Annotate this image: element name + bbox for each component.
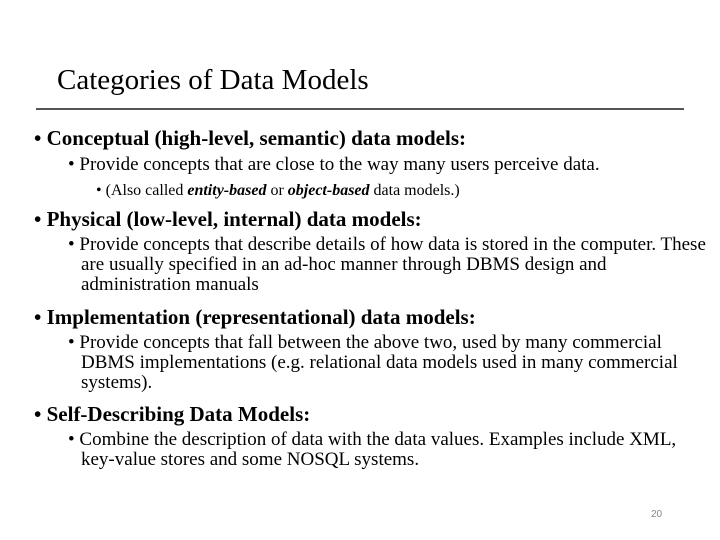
slide-title: Categories of Data Models <box>57 64 369 96</box>
sub-sub-bullet-conceptual-note <box>96 181 460 201</box>
bullet-physical <box>34 207 422 232</box>
note-middle: or <box>266 182 288 199</box>
bullet-conceptual-text: Conceptual (high-level, semantic) data models: <box>46 126 466 150</box>
sub-bullet-text: Provide concepts that fall between the above two, used by many commercial DBMS implementations (e.g. relational data models used in many commercial systems). <box>79 332 678 393</box>
title-divider <box>36 108 684 110</box>
bullet-marker: • <box>68 429 75 450</box>
sub-bullet-implementation-1 <box>68 333 711 393</box>
sub-bullet-physical-1 <box>68 235 711 295</box>
sub-bullet-conceptual-1 <box>68 155 711 175</box>
bullet-marker: • <box>34 305 42 329</box>
bullet-marker: • <box>34 402 42 426</box>
bullet-self-describing-text: Self-Describing Data Models: <box>46 402 311 426</box>
bullet-self-describing <box>34 402 310 427</box>
sub-bullet-text: Provide concepts that describe details of how data is stored in the computer. These are usually specified in an ad-hoc manner through DBMS design and administration manuals <box>79 234 706 295</box>
bullet-conceptual <box>34 126 466 151</box>
bullet-marker: • <box>34 207 42 231</box>
bullet-marker: • <box>34 126 42 150</box>
note-suffix: data models.) <box>369 182 460 199</box>
note-term-entity-based: entity-based <box>187 182 267 199</box>
bullet-implementation <box>34 305 476 330</box>
note-term-object-based: object-based <box>287 182 370 199</box>
bullet-marker: • <box>96 182 102 199</box>
bullet-marker: • <box>68 234 75 255</box>
sub-bullet-text: Combine the description of data with the data values. Examples include XML, key-value stores and some NOSQL systems. <box>79 429 677 470</box>
sub-bullet-self-describing-1 <box>68 430 711 470</box>
note-prefix: (Also called <box>105 182 188 199</box>
page-number: 20 <box>651 509 663 520</box>
bullet-implementation-text: Implementation (representational) data models: <box>46 305 476 329</box>
bullet-physical-text: Physical (low-level, internal) data models: <box>46 207 422 231</box>
bullet-marker: • <box>68 332 75 353</box>
bullet-marker: • <box>68 154 75 175</box>
sub-bullet-text: Provide concepts that are close to the way many users perceive data. <box>79 154 600 175</box>
